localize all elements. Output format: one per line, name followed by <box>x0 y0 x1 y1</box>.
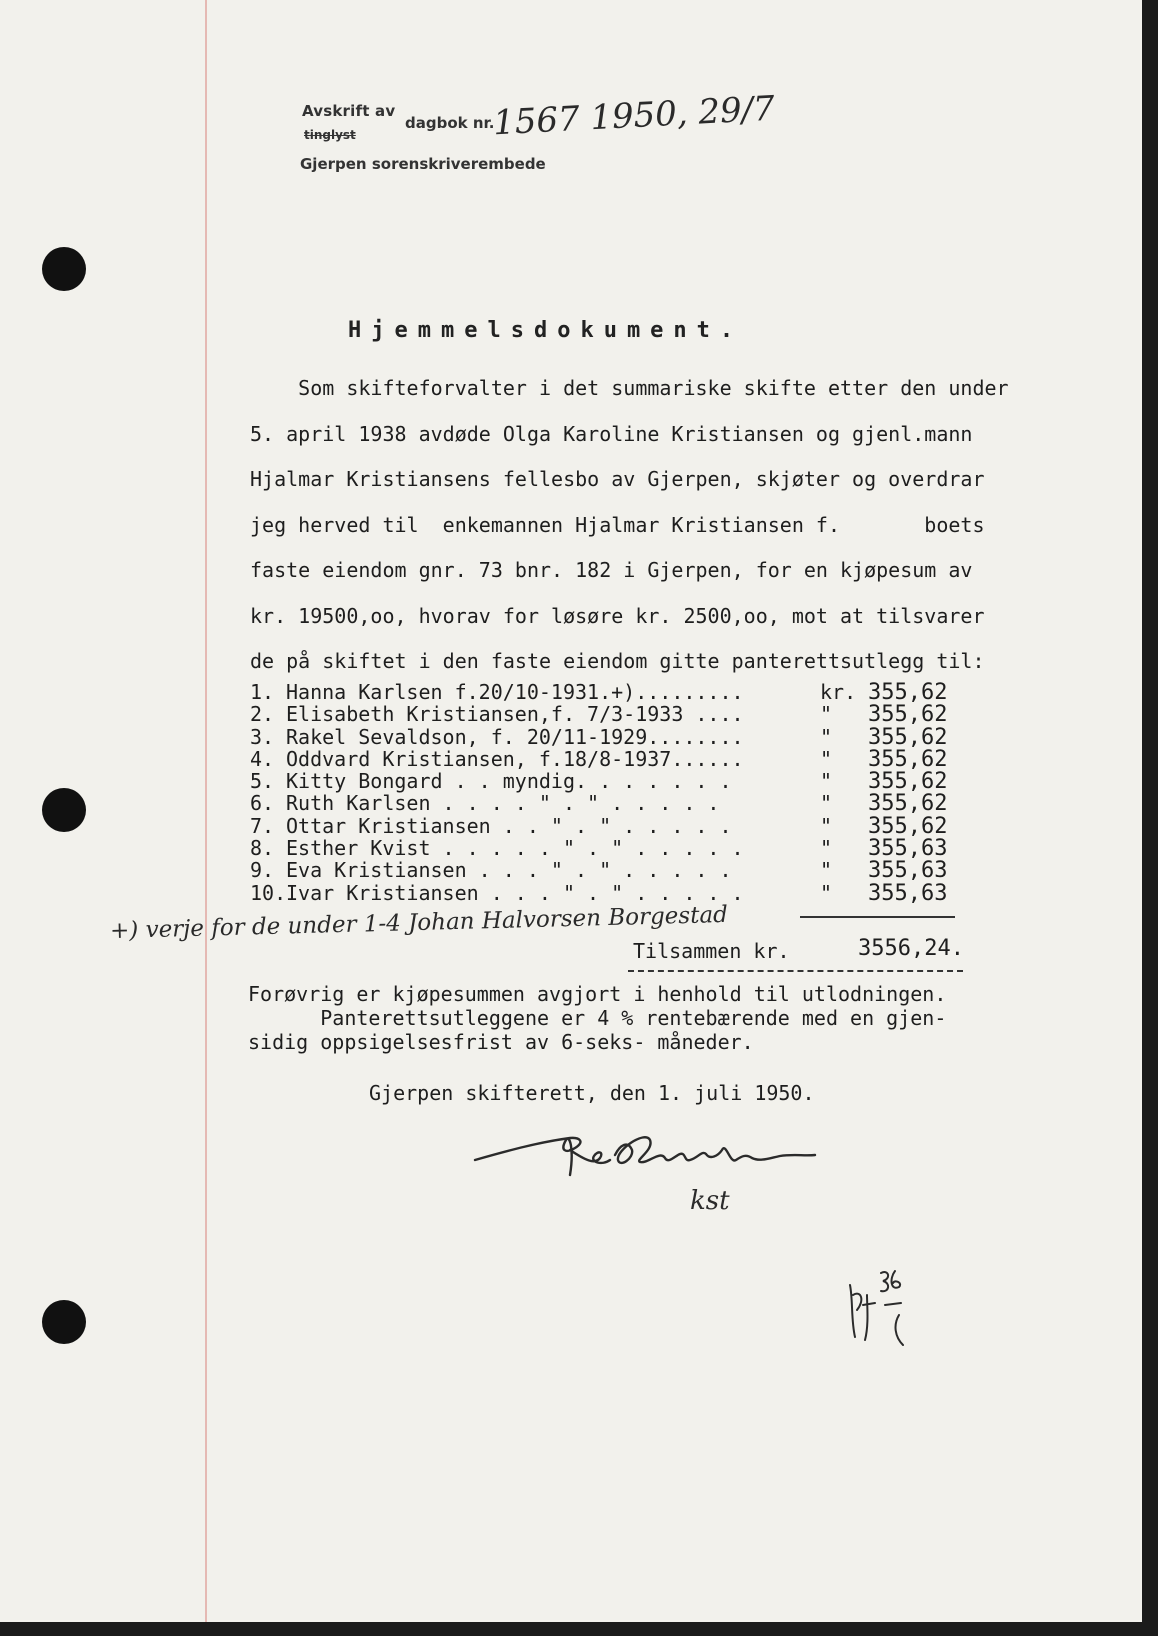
creditor-row <box>250 724 970 750</box>
creditor-currency: " <box>820 769 833 794</box>
creditor-currency: " <box>820 724 833 749</box>
handwritten-note: +) verje for de under 1-4 Johan Halvorsen Borgestad <box>109 901 729 945</box>
creditor-number: 1. <box>250 680 275 704</box>
creditor-row <box>250 791 970 817</box>
closing-line: Forøvrig er kjøpesummen avgjort i henhold til utlodningen. <box>248 982 947 1006</box>
body-line: faste eiendom gnr. 73 bnr. 182 i Gjerpen, for en kjøpesum av <box>250 558 973 582</box>
stamp-prefix: Avskrift av <box>302 102 396 120</box>
sum-rule <box>800 916 955 918</box>
creditor-amount: 355,62 <box>868 813 948 839</box>
creditor-amount: 355,62 <box>868 791 948 817</box>
creditor-number: 2. <box>250 702 275 727</box>
creditor-number: 9. <box>250 858 275 883</box>
creditor-name: Ruth Karlsen . . . . " . " . . . . . <box>286 791 720 816</box>
closing-line: sidig oppsigelsesfrist av 6-seks- måneder. <box>248 1030 754 1054</box>
creditor-row <box>250 702 970 728</box>
office-stamp: Gjerpen sorenskriverembede <box>300 155 546 173</box>
creditor-name: Oddvard Kristiansen, f.18/8-1937...... <box>286 746 744 771</box>
creditor-number: 6. <box>250 791 275 816</box>
creditor-number: 10. <box>250 880 287 905</box>
creditor-number: 7. <box>250 813 275 838</box>
creditor-name: Ivar Kristiansen . . . " . " . . . . . <box>286 880 744 905</box>
creditor-row <box>250 769 970 795</box>
body-line: jeg herved til enkemannen Hjalmar Kristiansen f. boets <box>250 512 985 537</box>
creditor-number: 4. <box>250 746 275 771</box>
total-label: Tilsammen kr. <box>633 939 790 963</box>
signature-caption: kst <box>690 1186 730 1216</box>
creditor-currency: " <box>820 836 833 861</box>
creditor-name: Kitty Bongard . . myndig. . . . . . . <box>286 769 732 794</box>
creditor-currency: " <box>820 880 833 905</box>
creditor-amount: 355,63 <box>868 836 948 862</box>
creditor-amount: 355,62 <box>868 680 948 705</box>
creditor-amount: 355,63 <box>868 858 948 884</box>
creditor-row <box>250 858 970 884</box>
creditor-amount: 355,62 <box>868 702 948 728</box>
body-line: kr. 19500,oo, hvorav for løsøre kr. 2500,oo, mot at tilsvarer <box>250 603 985 628</box>
total-amount: 3556,24. <box>858 936 964 961</box>
signature <box>470 1120 850 1210</box>
punch-hole <box>42 788 86 832</box>
creditor-list <box>250 680 970 906</box>
creditor-name: Ottar Kristiansen . . " . " . . . . . <box>286 813 732 838</box>
stamp-suffix: dagbok nr. <box>405 114 495 132</box>
creditor-name: Hanna Karlsen f.20/10-1931.+)......... <box>286 680 744 704</box>
creditor-name: Eva Kristiansen . . . " . " . . . . . <box>286 858 732 883</box>
creditor-amount: 355,62 <box>868 746 948 772</box>
punch-hole <box>42 1300 86 1344</box>
creditor-number: 5. <box>250 769 275 794</box>
creditor-number: 8. <box>250 836 275 861</box>
body-line: Som skifteforvalter i det summariske skifte etter den under <box>250 376 1009 400</box>
margin-mark <box>845 1265 915 1350</box>
creditor-currency: " <box>820 746 833 771</box>
body-line: 5. april 1938 avdøde Olga Karoline Kristiansen og gjenl.mann <box>250 421 973 446</box>
closing-paragraph <box>248 982 946 1054</box>
creditor-row <box>250 836 970 862</box>
body-line: Hjalmar Kristiansens fellesbo av Gjerpen, skjøter og overdrar <box>250 467 985 491</box>
punch-hole <box>42 247 86 291</box>
body-line: de på skiftet i den faste eiendom gitte panterettsutlegg til: <box>250 649 985 673</box>
creditor-name: Elisabeth Kristiansen,f. 7/3-1933 .... <box>286 702 744 727</box>
closing-line: Panterettsutleggene er 4 % rentebærende med en gjen- <box>248 1006 947 1030</box>
creditor-amount: 355,63 <box>868 880 948 906</box>
margin-line <box>205 0 207 1622</box>
creditor-currency: " <box>820 791 833 816</box>
creditor-amount: 355,62 <box>868 769 948 795</box>
creditor-amount: 355,62 <box>868 724 948 750</box>
place-date: Gjerpen skifterett, den 1. juli 1950. <box>369 1081 815 1105</box>
stamp-handwritten-number: 1567 1950, 29/7 <box>492 88 776 144</box>
creditor-row <box>250 746 970 772</box>
creditor-currency: " <box>820 813 833 838</box>
creditor-row <box>250 880 970 906</box>
total-underline <box>628 970 963 972</box>
creditor-name: Rakel Sevaldson, f. 20/11-1929........ <box>286 724 744 749</box>
document-title: Hjemmelsdokument. <box>348 318 744 343</box>
body-paragraph <box>250 366 1090 685</box>
creditor-name: Esther Kvist . . . . . " . " . . . . . <box>286 836 744 861</box>
creditor-currency: " <box>820 702 833 727</box>
creditor-currency: " <box>820 858 833 883</box>
creditor-currency: kr. <box>820 680 857 704</box>
creditor-row <box>250 813 970 839</box>
creditor-number: 3. <box>250 724 275 749</box>
stamp-crossed: tinglyst <box>304 128 356 142</box>
creditor-row <box>250 680 970 705</box>
